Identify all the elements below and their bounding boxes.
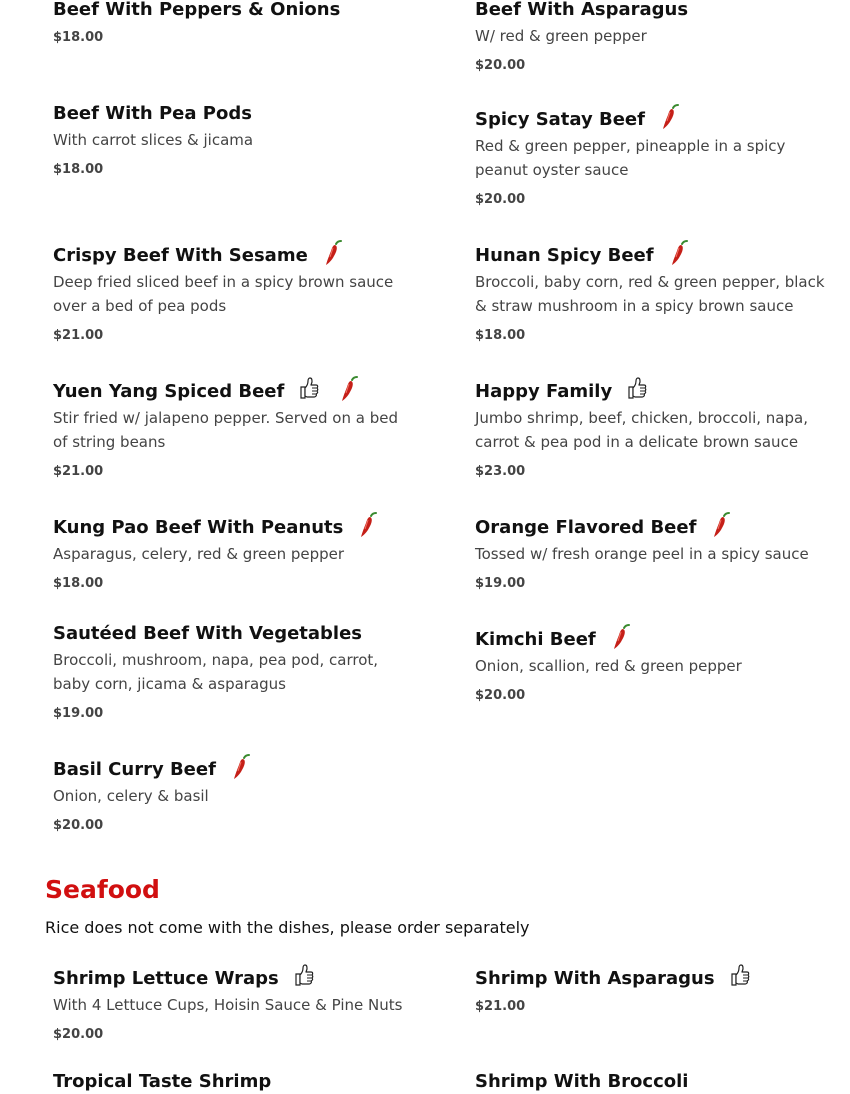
menu-item-name bbox=[475, 1070, 835, 1094]
chili-pepper-icon bbox=[710, 512, 732, 536]
item-icons bbox=[668, 244, 690, 268]
menu-item-price: $18.00 bbox=[53, 576, 104, 591]
menu-item-price: $20.00 bbox=[475, 58, 526, 73]
menu-item-description: W/ red & green pepper bbox=[475, 27, 647, 45]
menu-item-price: $20.00 bbox=[53, 818, 104, 833]
item-title: Crispy Beef With Sesame bbox=[53, 245, 308, 266]
menu-item bbox=[475, 244, 835, 346]
menu-item-description: Tossed w/ fresh orange peel in a spicy sauce bbox=[475, 545, 809, 563]
menu-item bbox=[53, 380, 413, 482]
chili-pepper-icon bbox=[338, 376, 360, 400]
menu-item-description: Jumbo shrimp, beef, chicken, broccoli, napa, carrot & pea pod in a delicate brown sauce bbox=[475, 409, 808, 451]
menu-item-name bbox=[475, 108, 835, 132]
menu-item-name bbox=[475, 380, 835, 404]
item-title: Hunan Spicy Beef bbox=[475, 245, 654, 266]
item-title: Basil Curry Beef bbox=[53, 759, 216, 780]
item-icons bbox=[626, 380, 648, 404]
item-title: Yuen Yang Spiced Beef bbox=[53, 381, 285, 402]
menu-item-description: Broccoli, baby corn, red & green pepper, black & straw mushroom in a spicy brown sauce bbox=[475, 273, 825, 315]
item-title: Orange Flavored Beef bbox=[475, 517, 697, 538]
menu-item-description: With 4 Lettuce Cups, Hoisin Sauce & Pine Nuts bbox=[53, 996, 403, 1014]
menu-item-description: Onion, scallion, red & green pepper bbox=[475, 657, 742, 675]
item-title: Kimchi Beef bbox=[475, 629, 596, 650]
menu-item-price: $18.00 bbox=[53, 162, 104, 177]
menu-item-price: $23.00 bbox=[475, 464, 526, 479]
item-title: Kung Pao Beef With Peanuts bbox=[53, 517, 344, 538]
chili-pepper-icon bbox=[668, 240, 690, 264]
menu-item-name bbox=[475, 244, 835, 268]
menu-item-name bbox=[475, 967, 835, 991]
menu-item-name bbox=[475, 628, 835, 652]
menu-item-name bbox=[53, 758, 413, 782]
menu-item bbox=[475, 1070, 835, 1094]
menu-item bbox=[475, 380, 835, 482]
item-icons bbox=[230, 758, 252, 782]
menu-item-price: $19.00 bbox=[475, 576, 526, 591]
item-title: Beef With Peppers & Onions bbox=[53, 0, 341, 20]
menu-item-price: $21.00 bbox=[475, 999, 526, 1014]
menu-item bbox=[53, 516, 413, 594]
item-icons bbox=[357, 516, 379, 540]
item-title: Happy Family bbox=[475, 381, 613, 402]
thumbs-up-icon bbox=[729, 963, 751, 987]
menu-item-price: $18.00 bbox=[475, 328, 526, 343]
item-icons bbox=[322, 244, 344, 268]
chili-pepper-icon bbox=[357, 512, 379, 536]
menu-item-name bbox=[53, 0, 413, 22]
item-title: Tropical Taste Shrimp bbox=[53, 1071, 272, 1092]
menu-item-name bbox=[53, 516, 413, 540]
item-icons bbox=[293, 967, 315, 991]
section-title: Seafood bbox=[45, 875, 160, 904]
menu-item bbox=[53, 967, 433, 1045]
item-title: Shrimp With Asparagus bbox=[475, 968, 715, 989]
menu-item bbox=[475, 0, 835, 76]
item-title: Beef With Asparagus bbox=[475, 0, 689, 20]
chili-pepper-icon bbox=[659, 104, 681, 128]
menu-item bbox=[475, 516, 835, 594]
menu-item-name bbox=[53, 1070, 413, 1094]
menu-item-name bbox=[53, 244, 413, 268]
item-icons bbox=[610, 628, 632, 652]
menu-item-name bbox=[475, 0, 835, 22]
menu-item-description: Red & green pepper, pineapple in a spicy peanut oyster sauce bbox=[475, 137, 786, 179]
thumbs-up-icon bbox=[293, 963, 315, 987]
item-icons bbox=[659, 108, 681, 132]
item-title: Beef With Pea Pods bbox=[53, 103, 252, 124]
menu-item bbox=[53, 758, 413, 836]
menu-item bbox=[475, 967, 835, 1017]
menu-item-name bbox=[475, 516, 835, 540]
menu-item bbox=[53, 0, 413, 48]
menu-item-name bbox=[53, 380, 413, 404]
menu-item-name bbox=[53, 622, 413, 646]
item-title: Shrimp With Broccoli bbox=[475, 1071, 689, 1092]
menu-item-description: Deep fried sliced beef in a spicy brown sauce over a bed of pea pods bbox=[53, 273, 394, 315]
item-icons bbox=[298, 380, 360, 404]
menu-item-name bbox=[53, 967, 433, 991]
menu-item-price: $19.00 bbox=[53, 706, 104, 721]
thumbs-up-icon bbox=[298, 376, 320, 400]
menu-item bbox=[53, 1070, 413, 1094]
menu-item-name bbox=[53, 102, 413, 126]
menu-item bbox=[53, 102, 413, 180]
item-icons bbox=[710, 516, 732, 540]
menu-item-price: $21.00 bbox=[53, 328, 104, 343]
menu-item-price: $18.00 bbox=[53, 30, 104, 45]
menu-item-description: Onion, celery & basil bbox=[53, 787, 209, 805]
menu-item-price: $20.00 bbox=[475, 192, 526, 207]
menu-item-description: Stir fried w/ jalapeno pepper. Served on a bed of string beans bbox=[53, 409, 398, 451]
section-note: Rice does not come with the dishes, please order separately bbox=[45, 918, 530, 937]
menu-item-price: $20.00 bbox=[53, 1027, 104, 1042]
menu-item bbox=[53, 244, 413, 346]
item-title: Spicy Satay Beef bbox=[475, 109, 645, 130]
menu-item bbox=[475, 628, 835, 706]
chili-pepper-icon bbox=[230, 754, 252, 778]
item-icons bbox=[729, 967, 751, 991]
menu-item-price: $21.00 bbox=[53, 464, 104, 479]
menu-item-description: Asparagus, celery, red & green pepper bbox=[53, 545, 345, 563]
item-title: Shrimp Lettuce Wraps bbox=[53, 968, 279, 989]
item-title: Sautéed Beef With Vegetables bbox=[53, 623, 363, 644]
thumbs-up-icon bbox=[626, 376, 648, 400]
menu-item-price: $20.00 bbox=[475, 688, 526, 703]
menu-item bbox=[475, 108, 835, 210]
menu-item-description: Broccoli, mushroom, napa, pea pod, carrot, baby corn, jicama & asparagus bbox=[53, 651, 379, 693]
chili-pepper-icon bbox=[610, 624, 632, 648]
menu-item-description: With carrot slices & jicama bbox=[53, 131, 254, 149]
menu-item bbox=[53, 622, 413, 724]
chili-pepper-icon bbox=[322, 240, 344, 264]
